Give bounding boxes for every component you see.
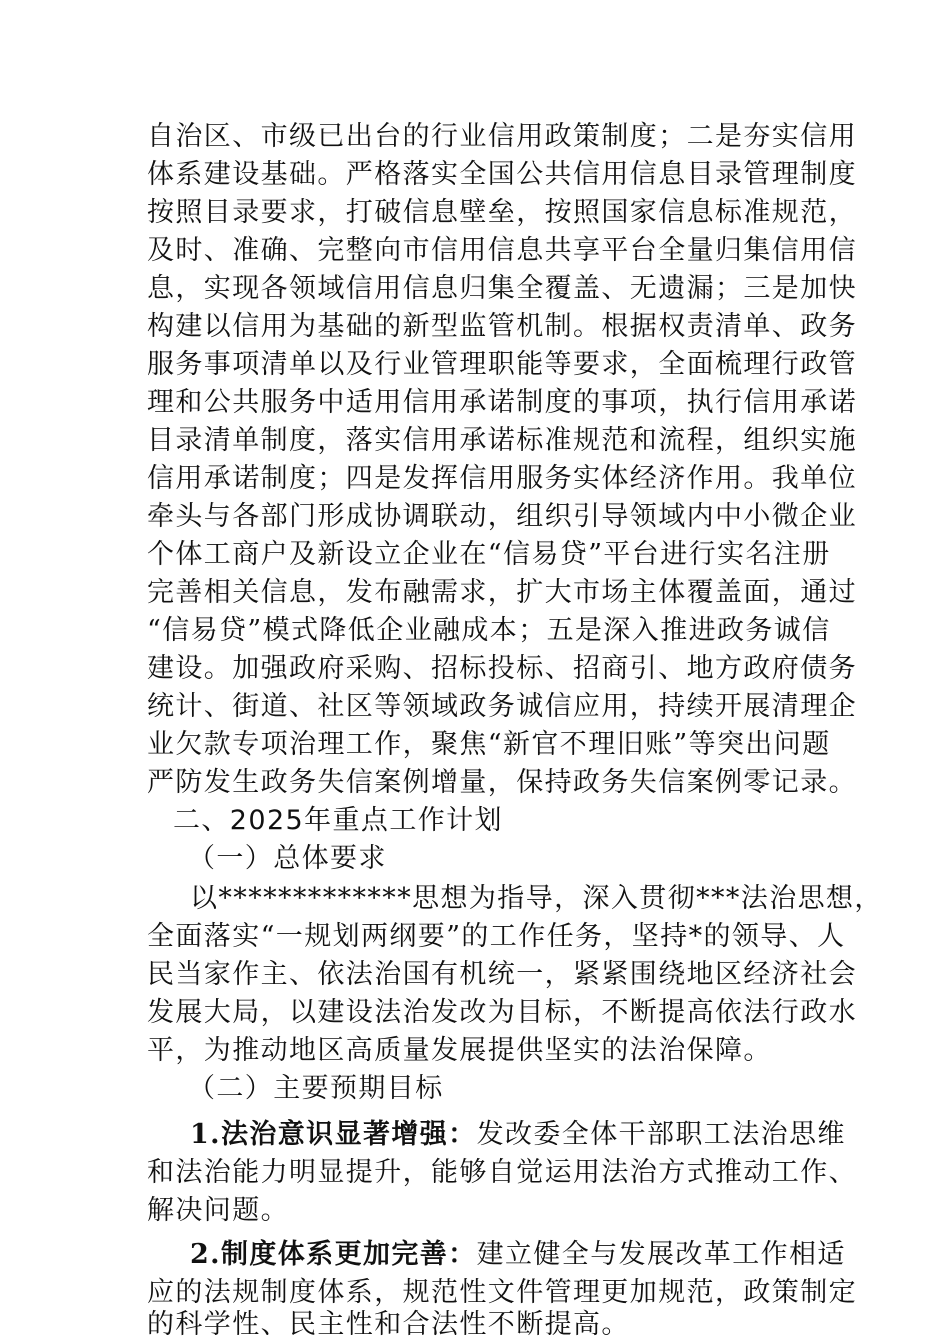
paragraph-line: 息，实现各领域信用信息归集全覆盖、无遗漏；三是加快 xyxy=(147,273,857,304)
subsection-heading: （二）主要预期目标 xyxy=(188,1073,444,1104)
paragraph-line: 和法治能力明显提升，能够自觉运用法治方式推动工作、 xyxy=(147,1157,857,1188)
paragraph-line: 服务事项清单以及行业管理职能等要求，全面梳理行政管 xyxy=(147,349,857,380)
goal-text: 建立健全与发展改革工作相适 xyxy=(476,1239,846,1270)
paragraph-line: 完善相关信息，发布融需求，扩大市场主体覆盖面，通过 xyxy=(147,577,857,608)
paragraph-line: 全面落实“一规划两纲要”的工作任务，坚持*的领导、人 xyxy=(147,921,846,952)
paragraph-line: “信易贷”模式降低企业融成本；五是深入推进政务诚信 xyxy=(147,615,831,646)
paragraph-line: 以*************思想为指导，深入贯彻***法治思想， xyxy=(190,883,883,914)
goal-label: 1.法治意识显著增强： xyxy=(190,1119,477,1150)
paragraph-line: 民当家作主、依法治国有机统一，紧紧围绕地区经济社会 xyxy=(147,959,857,990)
goal-text: 发改委全体干部职工法治思维 xyxy=(476,1119,846,1150)
paragraph-line: 建设。加强政府采购、招标投标、招商引、地方政府债务 xyxy=(147,653,857,684)
paragraph-line: 的科学性、民主性和合法性不断提高。 xyxy=(147,1309,630,1340)
goal-label: 2.制度体系更加完善： xyxy=(190,1239,477,1270)
paragraph-line: 发展大局，以建设法治发改为目标，不断提高依法行政水 xyxy=(147,997,857,1028)
goal-item xyxy=(190,1236,850,1274)
paragraph-line: 理和公共服务中适用信用承诺制度的事项，执行信用承诺 xyxy=(147,387,857,418)
paragraph-line: 信用承诺制度；四是发挥信用服务实体经济作用。我单位 xyxy=(147,463,857,494)
paragraph-line: 自治区、市级已出台的行业信用政策制度；二是夯实信用 xyxy=(147,121,857,152)
goal-item xyxy=(190,1116,850,1154)
paragraph-line: 目录清单制度，落实信用承诺标准规范和流程，组织实施 xyxy=(147,425,857,456)
paragraph-line: 构建以信用为基础的新型监管机制。根据权责清单、政务 xyxy=(147,311,857,342)
paragraph-line: 体系建设基础。严格落实全国公共信用信息目录管理制度 xyxy=(147,159,857,190)
paragraph-line: 应的法规制度体系，规范性文件管理更加规范，政策制定 xyxy=(147,1277,857,1308)
paragraph-line: 严防发生政务失信案例增量，保持政务失信案例零记录。 xyxy=(147,767,857,798)
paragraph-line: 业欠款专项治理工作，聚焦“新官不理旧账”等突出问题 xyxy=(147,729,831,760)
paragraph-line: 平，为推动地区高质量发展提供坚实的法治保障。 xyxy=(147,1035,772,1066)
paragraph-line: 按照目录要求，打破信息壁垒，按照国家信息标准规范， xyxy=(147,197,857,228)
paragraph-line: 解决问题。 xyxy=(147,1195,289,1226)
paragraph-line: 统计、街道、社区等领域政务诚信应用，持续开展清理企 xyxy=(147,691,857,722)
paragraph-line: 及时、准确、完整向市信用信息共享平台全量归集信用信 xyxy=(147,235,857,266)
paragraph-line: 牵头与各部门形成协调联动，组织引导领域内中小微企业 xyxy=(147,501,857,532)
subsection-heading: （一）总体要求 xyxy=(188,843,387,874)
section-heading: 二、2025年重点工作计划 xyxy=(173,805,503,836)
paragraph-line: 个体工商户及新设立企业在“信易贷”平台进行实名注册 xyxy=(147,539,831,570)
